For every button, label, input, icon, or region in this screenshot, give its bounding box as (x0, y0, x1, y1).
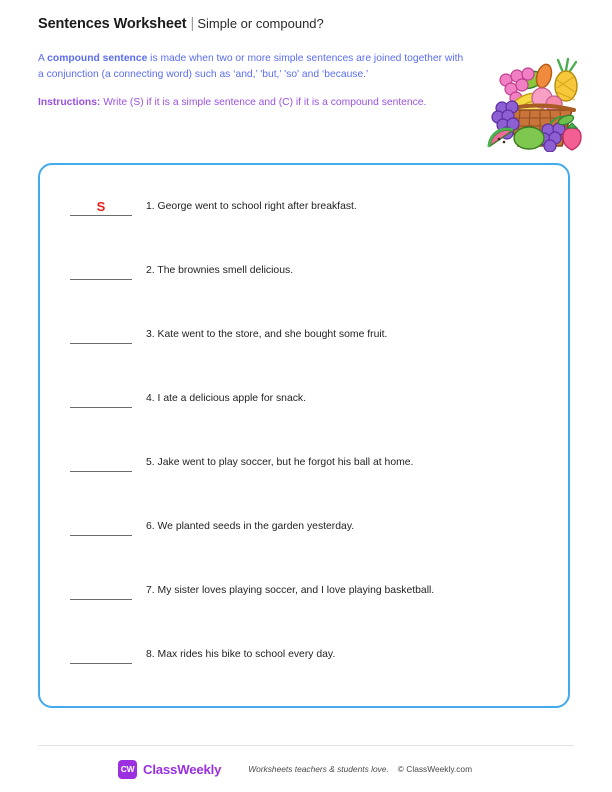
sentence-text-2: 2. The brownies smell delicious. (146, 265, 294, 276)
worksheet-item (70, 194, 550, 216)
answer-blank-4[interactable] (70, 386, 132, 408)
brand-name-text: ClassWeekly (143, 761, 222, 777)
sentence-text-1: 1. George went to school right after breakfast. (146, 201, 357, 212)
worksheet-item (70, 322, 550, 344)
worksheet-item (70, 578, 550, 600)
answer-blank-5[interactable] (70, 450, 132, 472)
worksheet-item (70, 386, 550, 408)
worksheet-item (70, 450, 550, 472)
worksheet-item (70, 258, 550, 280)
worksheet-item (70, 514, 550, 536)
definition-term: compound sentence (47, 53, 148, 64)
sentence-text-4: 4. I ate a delicious apple for snack. (146, 393, 306, 404)
answer-blank-7[interactable] (70, 578, 132, 600)
page-title (38, 14, 574, 34)
classweekly-logo-icon: CW (118, 760, 137, 779)
definition-prefix: A (38, 53, 48, 64)
sentence-text-7: 7. My sister loves playing soccer, and I love playing basketball. (146, 585, 435, 596)
title-separator: | (190, 16, 195, 32)
sentence-text-6: 6. We planted seeds in the garden yesterday. (146, 521, 355, 532)
fruit-basket-icon (484, 54, 584, 152)
worksheet-item (70, 642, 550, 664)
footer-divider (38, 745, 574, 746)
footer-copyright: © ClassWeekly.com (397, 764, 473, 774)
sentence-text-3: 3. Kate went to the store, and she bought some fruit. (146, 329, 388, 340)
answer-blank-1[interactable] (70, 194, 132, 216)
instructions-paragraph (38, 95, 458, 111)
definition-paragraph (38, 51, 470, 82)
sentence-text-8: 8. Max rides his bike to school every day. (146, 649, 336, 660)
title-subtitle-text: Simple or compound? (197, 16, 324, 31)
answer-blank-6[interactable] (70, 514, 132, 536)
definition-body: is made when two or more simple sentences are joined together with a conjunction (a connecting word) such as ‘and,’ 'but,' 'so' and ‘because.’ (38, 53, 464, 80)
answer-value-1: S (96, 199, 106, 214)
answer-blank-2[interactable] (70, 258, 132, 280)
page-footer (38, 756, 574, 782)
brand-logo[interactable] (118, 760, 221, 779)
instructions-label: Instructions: (38, 97, 101, 108)
answer-blank-8[interactable] (70, 642, 132, 664)
sentence-text-5: 5. Jake went to play soccer, but he forgot his ball at home. (146, 457, 414, 468)
title-main-text: Sentences Worksheet (38, 16, 187, 32)
answer-blank-3[interactable] (70, 322, 132, 344)
instructions-text: Write (S) if it is a simple sentence and (C) if it is a compound sentence. (100, 97, 427, 108)
footer-tagline: Worksheets teachers & students love. (248, 764, 389, 774)
worksheet-answer-box (38, 163, 570, 708)
